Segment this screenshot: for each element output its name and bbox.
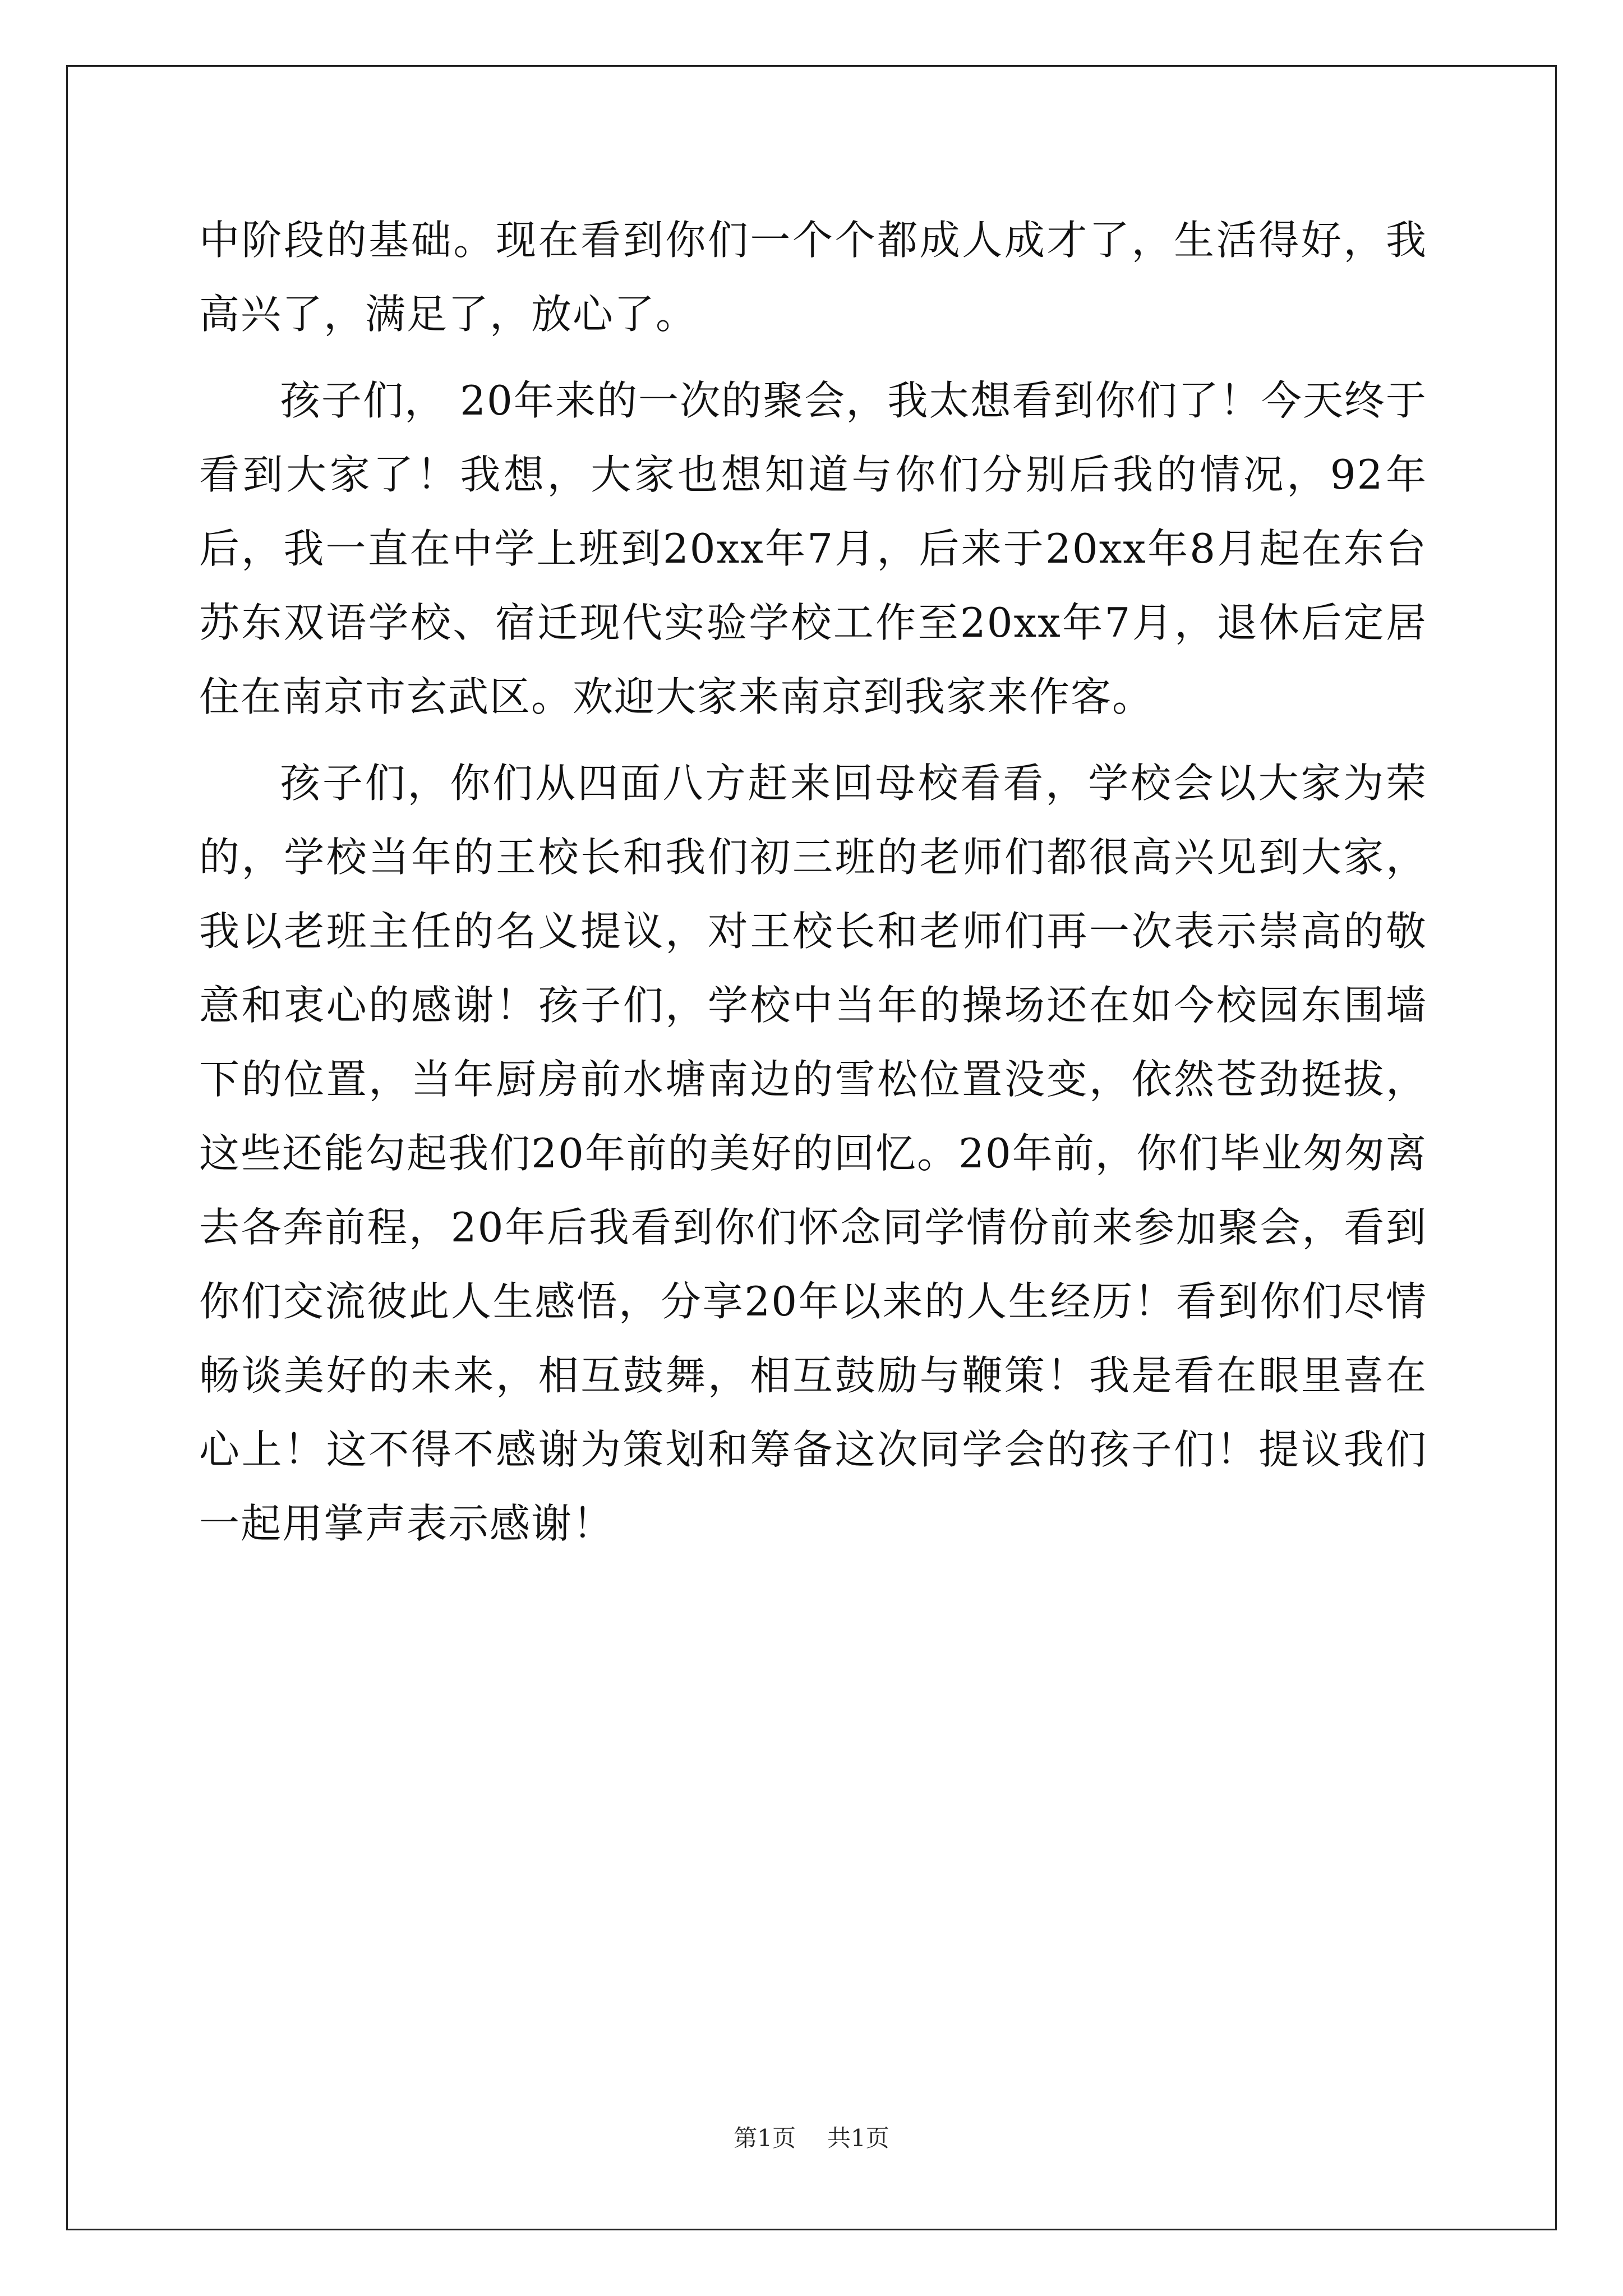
page-total: 共1页 — [827, 2124, 889, 2152]
paragraph-2: 孩子们， 20年来的一次的聚会，我太想看到你们了！今天终于看到大家了！我想，大家也想知道与你们分别后我的情况，92年后，我一直在中学上班到20xx年7月，后来于20xx年8月起在东台苏东双语学校、宿迁现代实验学校工作至20xx年7月，退休后定居住在南京市玄武区。欢迎大家来南京到我家来作客。 — [199, 377, 1427, 720]
document-body — [199, 203, 1427, 1561]
paragraph-3: 孩子们，你们从四面八方赶来回母校看看，学校会以大家为荣的，学校当年的王校长和我们初三班的老师们都很高兴见到大家，我以老班主任的名义提议，对王校长和老师们再一次表示崇高的敬意和衷心的感谢！孩子们，学校中当年的操场还在如今校园东围墙下的位置，当年厨房前水塘南边的雪松位置没变，依然苍劲挺拔，这些还能勾起我们20年前的美好的回忆。20年前，你们毕业匆匆离去各奔前程，20年后我看到你们怀念同学情份前来参加聚会，看到你们交流彼此人生感悟，分享20年以来的人生经历！看到你们尽情畅谈美好的未来，相互鼓舞，相互鼓励与鞭策！我是看在眼里喜在心上！这不得不感谢为策划和筹备这次同学会的孩子们！提议我们一起用掌声表示感谢！ — [199, 760, 1427, 1547]
page-number: 第1页 — [734, 2124, 796, 2152]
paragraph-1: 中阶段的基础。现在看到你们一个个都成人成才了，生活得好，我高兴了，满足了，放心了。 — [199, 217, 1427, 338]
page-footer — [0, 2124, 1623, 2152]
